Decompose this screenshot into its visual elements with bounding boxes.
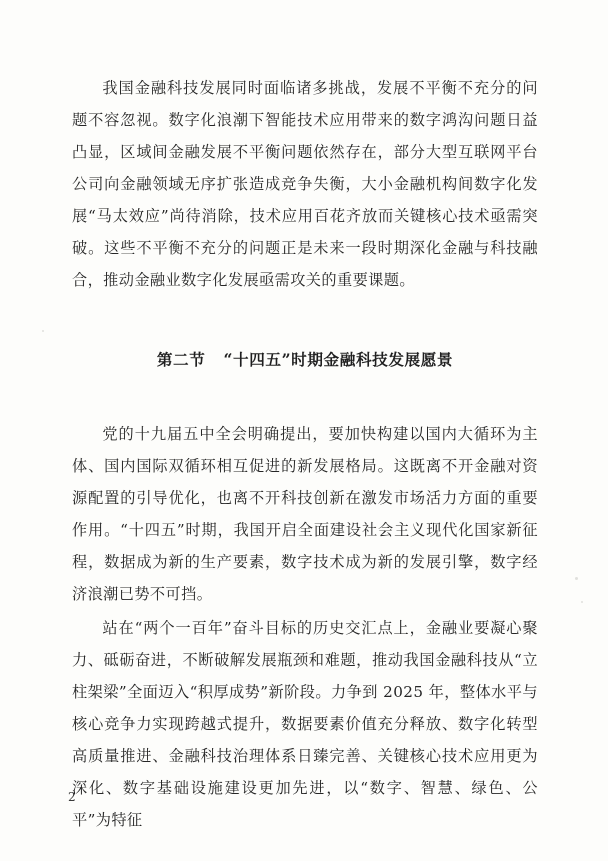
page-content xyxy=(72,72,538,836)
spacer xyxy=(72,296,538,322)
page-number: 2 xyxy=(68,790,76,804)
scan-speck xyxy=(42,330,44,332)
paragraph-challenges: 我国金融科技发展同时面临诸多挑战，发展不平衡不充分的问题不容忽视。数字化浪潮下智能技术应用带来的数字鸿沟问题日益凸显，区域间金融发展不平衡问题依然存在，部分大型互联网平台公司向金融领域无序扩张造成竞争失衡，大小金融机构间数字化发展“马太效应”尚待消除，技术应用百花齐放而关键核心技术亟需突破。这些不平衡不充分的问题正是未来一段时期深化金融与科技融合，推动金融业数字化发展亟需攻关的重要课题。 xyxy=(72,79,538,289)
paragraph-2025-vision: 站在“两个一百年”奋斗目标的历史交汇点上，金融业要凝心聚力、砥砺奋进，不断破解发展瓶颈和难题，推动我国金融科技从“立柱架梁”全面迈入“积厚成势”新阶段。力争到 2025 年，整体水平与核心竞争力实现跨越式提升，数据要素价值充分释放、数字化转型高质量推进、金融科技治理体系日臻完善、关键核心技术应用更为深化、数字基础设施建设更加先进，以“数字、智慧、绿色、公平”为特征 xyxy=(72,619,538,829)
scan-speck xyxy=(575,577,578,580)
paragraph-new-development-pattern: 党的十九届五中全会明确提出，要加快构建以国内大循环为主体、国内国际双循环相互促进的新发展格局。这既离不开金融对资源配置的引导优化，也离不开科技创新在激发市场活力方面的重要作用。“十四五”时期，我国开启全面建设社会主义现代化国家新征程，数据成为新的生产要素，数字技术成为新的发展引擎，数字经济浪潮已势不可挡。 xyxy=(72,425,538,603)
spacer xyxy=(72,396,538,418)
scan-speck xyxy=(581,601,583,603)
section-title: “十四五”时期金融科技发展愿景 xyxy=(223,350,454,369)
section-number: 第二节 xyxy=(156,350,206,369)
section-heading xyxy=(72,344,538,376)
